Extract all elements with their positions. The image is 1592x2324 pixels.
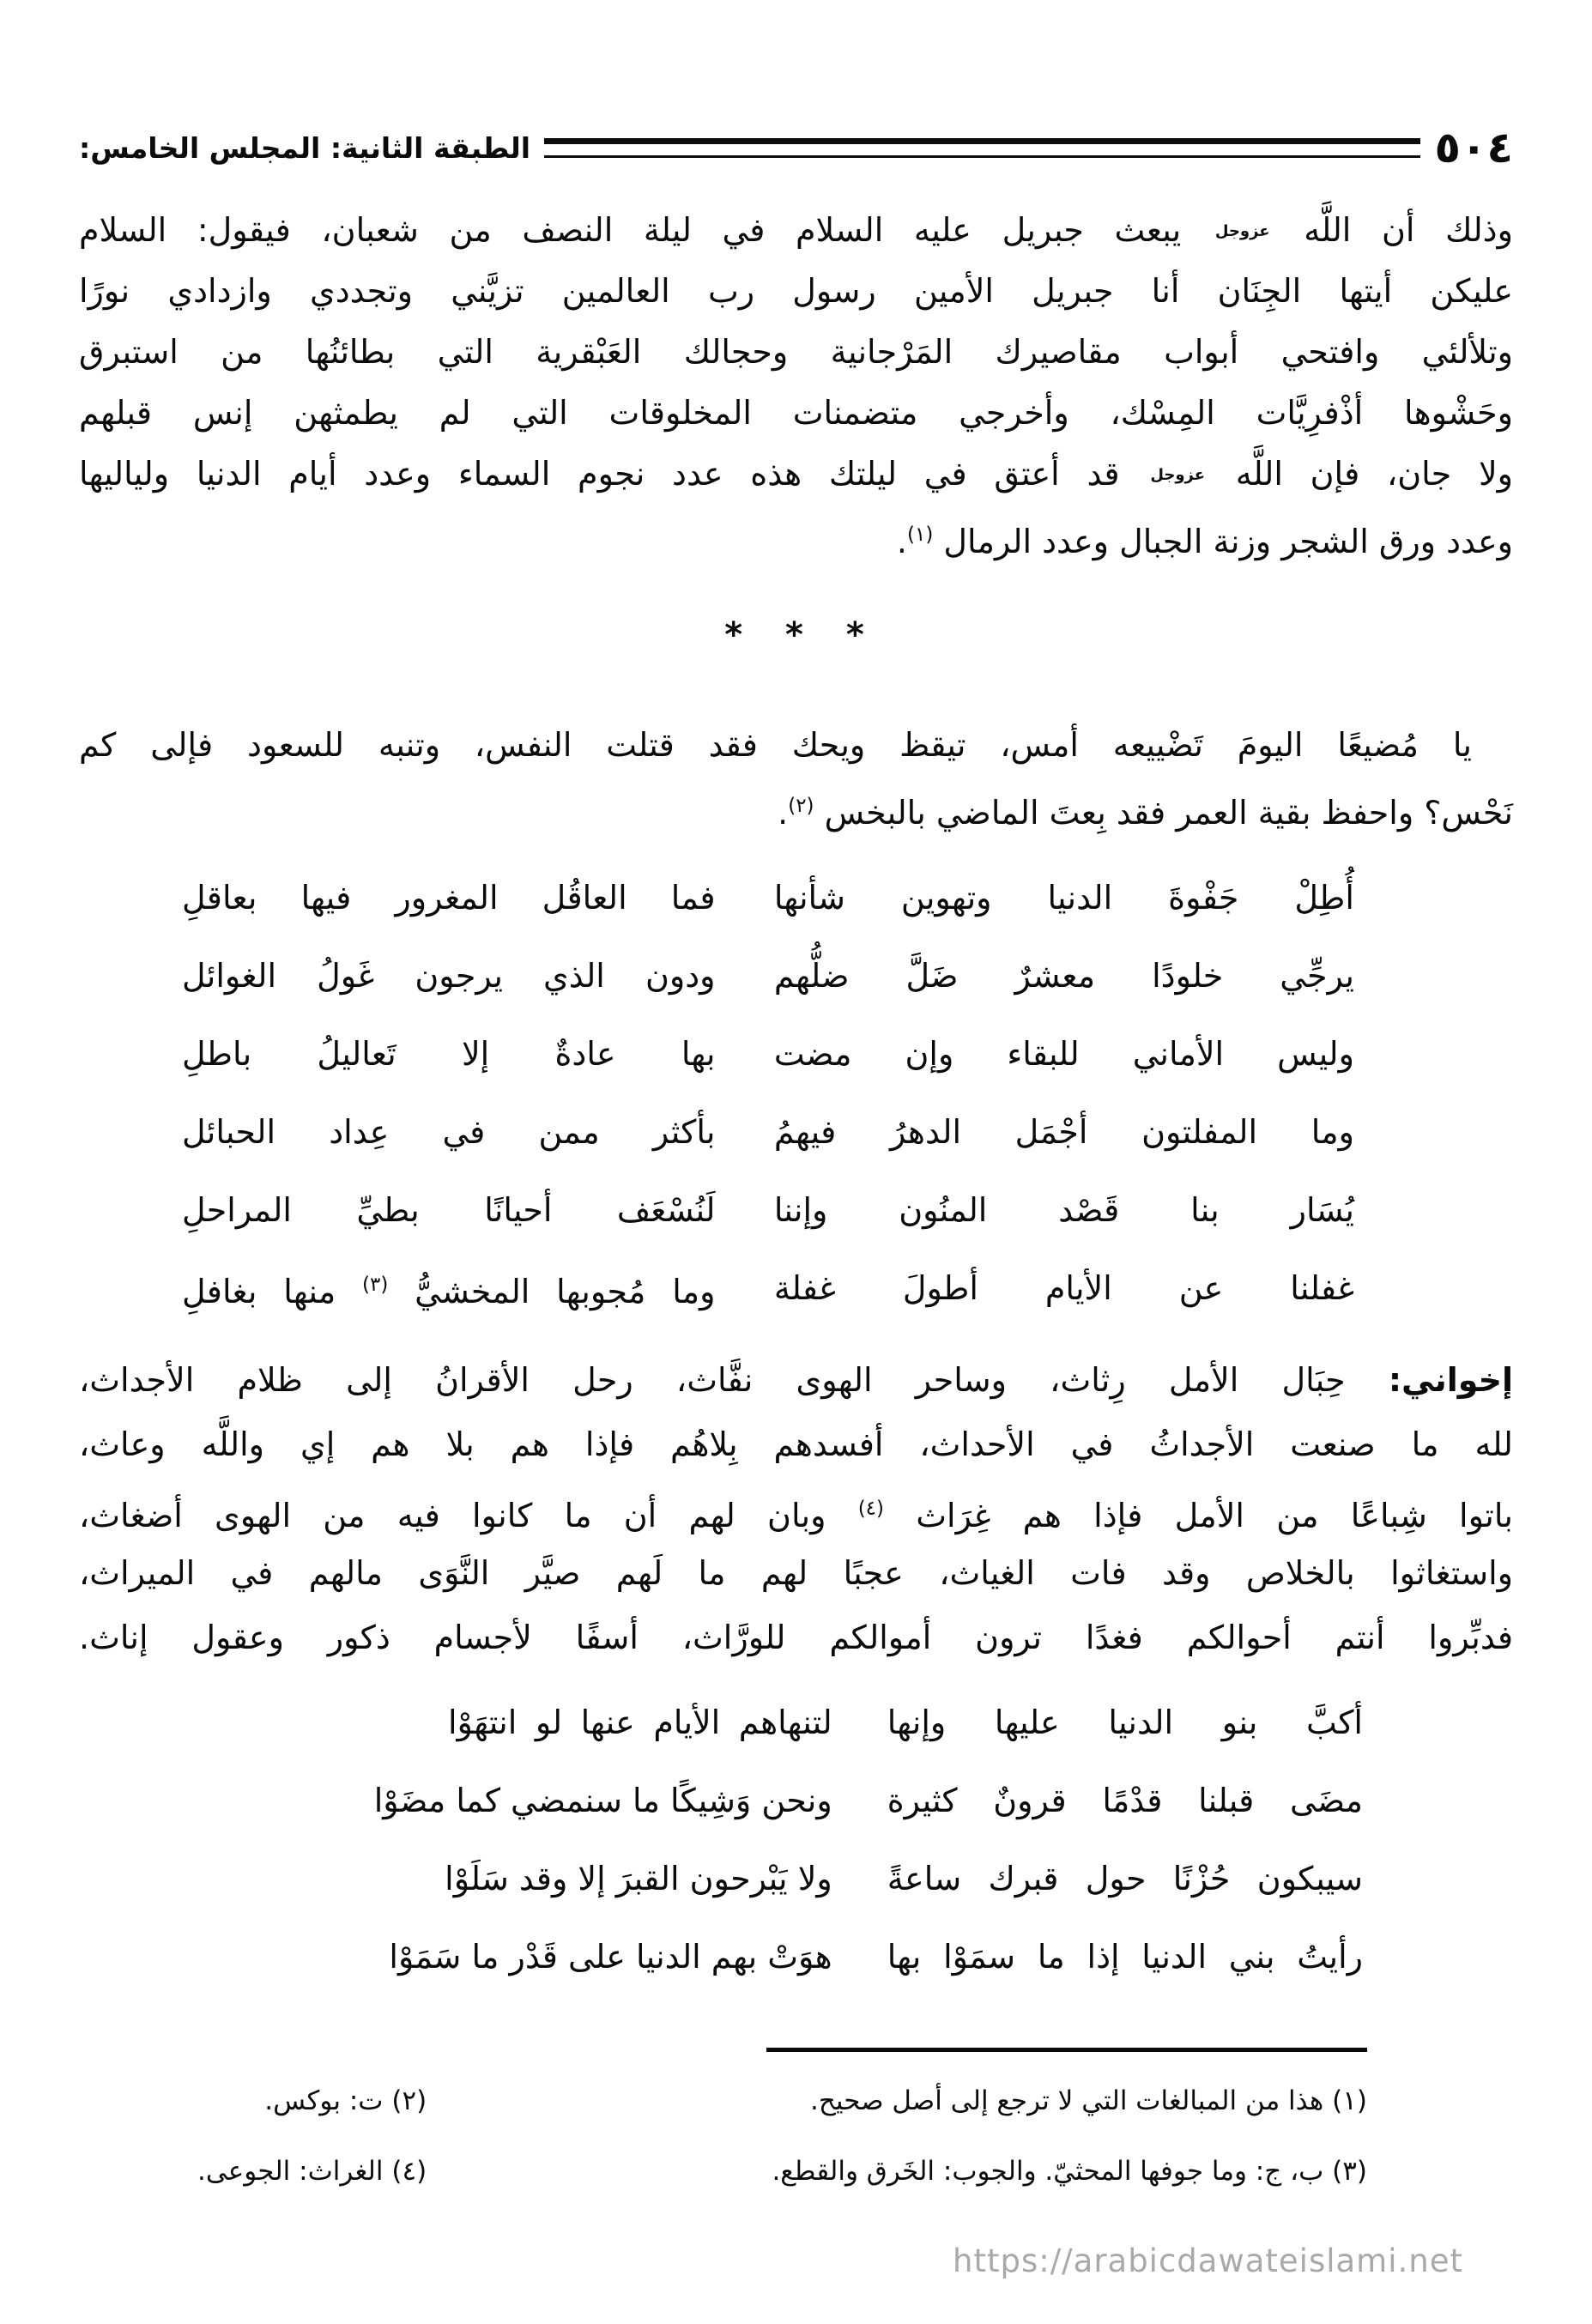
hemistich-left: فما العاقُل المغرور فيها بعاقلِ — [182, 879, 716, 917]
hemistich-right: وليس الأماني للبقاء وإن مضت — [773, 1035, 1354, 1073]
verse-row — [389, 1918, 1363, 1996]
hemistich-left: ولا يَبْرحون القبرَ إلا وقد سَلَوْا — [445, 1860, 832, 1897]
body-line — [79, 444, 1513, 505]
footnote-item — [701, 2066, 1367, 2136]
hemistich-right: يُسَار بنا قَصْد المنُون وإننا — [773, 1191, 1354, 1229]
hemistich-left: هوَتْ بهم الدنيا على قَدْر ما سَمَوْا — [389, 1938, 832, 1976]
honorific-mark: عزوجل — [1214, 222, 1270, 240]
body-line — [79, 776, 1513, 837]
line-text: باتوا شِباعًا من الأمل فإذا هم غِرَاث — [916, 1497, 1513, 1534]
hemistich-right: يرجِّي خلودًا معشرٌ ضَلَّ ضلُّهم — [773, 957, 1354, 995]
footnote-ref-4: (٤) — [857, 1498, 885, 1520]
body-line: واستغاثوا بالخلاص وقد فات الغياث، عجبًا لهم ما لَهم صيَّر النَّوَى مالهم في الميراث، — [79, 1554, 1513, 1592]
footnote-number: (٤) — [391, 2156, 427, 2187]
paragraph-2 — [79, 715, 1513, 837]
footnote-ref-2: (٢) — [788, 795, 814, 817]
verse-row — [182, 1093, 1354, 1171]
line-text: حِبَال الأمل رِثاث، وساحر الهوى نفَّاث، رحل الأقرانُ إلى ظلام الأجداث، — [79, 1361, 1346, 1399]
poem-2 — [79, 1684, 1513, 1996]
body-line: وحَشْوها أذْفرِيَّات المِسْك، وأخرجي متضمنات المخلوقات التي لم يطمثهن إنس قبلهم — [79, 394, 1513, 432]
paragraph-lead: إخواني: — [1388, 1361, 1513, 1399]
footnote-ref-1: (١) — [906, 524, 934, 546]
body-line: يا مُضيعًا اليومَ تَضْييعه أمس، تيقظ ويحك فقد قتلت النفس، وتنبه للسعود فإلى كم — [79, 726, 1472, 764]
footnote-text: ب، ج: وما جوفها المحثيّ. والجوب: الخَرق والقطع. — [772, 2156, 1324, 2187]
verse-row — [448, 1684, 1363, 1762]
footnote-text: ت: بوكس. — [264, 2085, 384, 2116]
line-text: نَحْس؟ واحفظ بقية العمر فقد بِعتَ الماضي بالبخس — [824, 794, 1513, 832]
hemistich-left: ودون الذي يرجون غَولُ الغوائل — [182, 957, 716, 995]
hemistich-right: رأيتُ بني الدنيا إذا ما سمَوْا بها — [887, 1938, 1363, 1976]
line-text: ولا جان، فإن اللَّه — [1235, 455, 1513, 493]
footnote-number: (١) — [1332, 2085, 1367, 2116]
hemistich-left: ونحن وَشِيكًا ما سنمضي كما مضَوْا — [373, 1782, 832, 1819]
verse-row — [182, 1250, 1354, 1328]
hemistich-left: لَنُسْعَف أحيانًا بطيِّ المراحلِ — [182, 1191, 716, 1229]
body-line: عليكن أيتها الجِنَان أنا جبريل الأمين رسول رب العالمين تزيَّني وتجددي وازدادي نورًا — [79, 272, 1513, 310]
hemistich-right: مضَى قبلنا قدْمًا قرونٌ كثيرة — [887, 1782, 1363, 1819]
hemistich-left: لتنهاهم الأيام عنها لو انتهَوْا — [448, 1704, 832, 1741]
hemistich-left: بها عادةٌ إلا تَعاليلُ باطلِ — [182, 1035, 716, 1073]
hemistich-right: أُطِلْ جَفْوةَ الدنيا وتهوين شأنها — [773, 879, 1354, 917]
footnote-column-left — [199, 2066, 701, 2206]
footnote-number: (٣) — [1332, 2156, 1367, 2187]
honorific-mark: عزوجل — [1150, 466, 1206, 484]
body-line: لله ما صنعت الأجداثُ في الأحداث، أفسدهم بِلاهُم فإذا هم بلا هم إي واللَّه وعاث، — [79, 1425, 1513, 1463]
body-line: وتلألئي وافتحي أبواب مقاصيرك المَرْجانية وحجالك العَبْقرية التي بطائنُها من استبرق — [79, 333, 1513, 371]
verse-row — [182, 1015, 1354, 1093]
line-text: يبعث جبريل عليه السلام في ليلة النصف من شعبان، فيقول: السلام — [79, 211, 1182, 249]
page-number: ٥٠٤ — [1434, 123, 1513, 172]
hemistich-text: وما مُجوبها المخشيُّ — [415, 1273, 716, 1310]
hemistich-right: سيبكون حُزْنًا حول قبرك ساعةً — [887, 1860, 1363, 1897]
footnote-ref-3: (٣) — [362, 1274, 389, 1296]
hemistich-right: غفلنا عن الأيام أطولَ غفلة — [773, 1269, 1354, 1307]
line-text: قد أعتق في ليلتك هذه عدد نجوم السماء وعدد أيام الدنيا ولياليها — [79, 455, 1120, 493]
line-text: . — [896, 523, 907, 560]
line-text: وبان لهم أن ما كانوا فيه من الهوى أضغاث، — [79, 1497, 826, 1534]
page-header — [79, 116, 1513, 179]
footnote-number: (٢) — [391, 2085, 427, 2116]
footnote-item — [199, 2136, 427, 2206]
paragraph-3 — [79, 1348, 1513, 1670]
verse-row — [182, 859, 1354, 937]
body-line — [79, 1477, 1513, 1541]
line-text: . — [778, 794, 789, 832]
body-line — [79, 200, 1513, 261]
body-line — [79, 1348, 1513, 1413]
footnote-text: هذا من المبالغات التي لا ترجع إلى أصل صحيح. — [810, 2085, 1324, 2116]
verse-row — [373, 1762, 1363, 1840]
footnotes-rule — [766, 2048, 1367, 2052]
verse-row — [445, 1840, 1363, 1918]
hemistich-text: منها بغافلِ — [182, 1273, 336, 1310]
header-rule — [544, 138, 1420, 158]
header-title: الطبقة الثانية: المجلس الخامس: — [79, 130, 531, 165]
verse-row — [182, 1171, 1354, 1250]
line-text: وعدد ورق الشجر وزنة الجبال وعدد الرمال — [943, 523, 1513, 560]
hemistich-right: وما المفلتون أجْمَل الدهرُ فيهمُ — [773, 1113, 1354, 1151]
body-line — [79, 505, 1513, 566]
hemistich-left: بأكثر ممن في عِداد الحبائل — [182, 1113, 716, 1151]
verse-row — [182, 937, 1354, 1015]
footnote-item — [199, 2066, 427, 2136]
footnote-text: الغراث: الجوعى. — [197, 2156, 384, 2187]
hemistich-right: أكبَّ بنو الدنيا عليها وإنها — [887, 1704, 1363, 1741]
watermark-url: https://arabicdawateislami.net — [953, 2242, 1463, 2279]
footnote-item — [701, 2136, 1367, 2206]
stars-separator: * * * — [724, 615, 868, 655]
line-text: وذلك أن اللَّه — [1304, 211, 1513, 249]
body-line: فدبِّروا أنتم أحوالكم فغدًا ترون أموالكم للورَّاث، أسفًا لأجسام ذكور وعقول إناث. — [79, 1619, 1513, 1656]
footnotes — [79, 2066, 1513, 2206]
footnote-column-right — [701, 2066, 1367, 2206]
poem-1 — [79, 859, 1513, 1328]
hemistich-left — [182, 1246, 716, 1331]
paragraph-1 — [79, 200, 1513, 566]
